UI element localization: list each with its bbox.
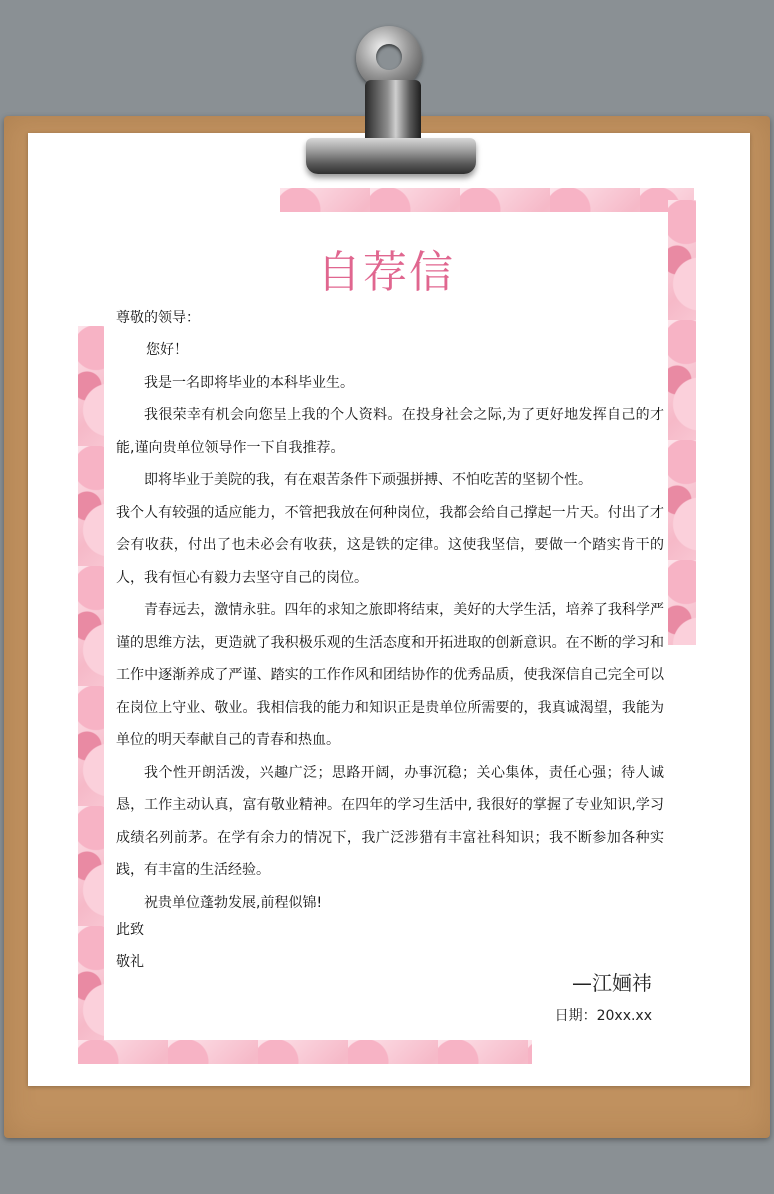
letter-title: 自荐信 xyxy=(317,247,455,298)
body-paragraph: 我个性开朗活泼，兴趣广泛；思路开阔，办事沉稳；关心集体，责任心强；待人诚恳，工作主动认真，富有敬业精神。在四年的学习生活中, 我很好的掌握了专业知识,学习成绩名列前茅。在学有余力的情况下，我广泛涉猎有丰富社科知识；我不断参加各种实践，有丰富的生活经验。 xyxy=(116,764,664,878)
floral-border-bottom xyxy=(78,1040,532,1064)
salutation: 尊敬的领导： xyxy=(116,310,200,326)
wishes-paragraph: 祝贵单位蓬勃发展,前程似锦! xyxy=(144,894,323,911)
signature: —江婳祎 xyxy=(572,971,652,995)
body-paragraph: 我是一名即将毕业的本科毕业生。 xyxy=(144,374,354,391)
letter-date: 日期：20xx.xx xyxy=(554,1008,652,1024)
letter-body xyxy=(116,334,664,919)
closing-line-2: 敬礼 xyxy=(116,954,144,970)
floral-border-top xyxy=(280,188,694,214)
greeting-paragraph: 您好！ xyxy=(146,342,188,358)
floral-border-right xyxy=(668,200,696,645)
body-paragraph: 我很荣幸有机会向您呈上我的个人资料。在投身社会之际,为了更好地发挥自己的才能,谨向贵单位领导作一下自我推荐。 xyxy=(116,407,664,456)
binder-clip-icon xyxy=(306,138,476,174)
letter-content xyxy=(104,212,668,1040)
body-paragraph: 即将毕业于美院的我，有在艰苦条件下顽强拼搏、不怕吃苦的坚韧个性。 xyxy=(144,472,592,488)
floral-border-left xyxy=(78,326,104,1062)
body-paragraph: 青春远去，激情永驻。四年的求知之旅即将结束，美好的大学生活，培养了我科学严谨的思维方法，更造就了我积极乐观的生活态度和开拓进取的创新意识。在不断的学习和工作中逐渐养成了严谨、踏实的工作作风和团结协作的优秀品质，使我深信自己完全可以在岗位上守业、敬业。我相信我的能力和知识正是贵单位所需要的，我真诚渴望，我能为单位的明天奉献自己的青春和热血。 xyxy=(116,602,664,748)
closing-line-1: 此致 xyxy=(116,922,144,938)
body-paragraph: 我个人有较强的适应能力，不管把我放在何种岗位，我都会给自己撑起一片天。付出了才会有收获，付出了也未必会有收获，这是铁的定律。这使我坚信，要做一个踏实肯干的人，我有恒心有毅力去坚守自己的岗位。 xyxy=(116,504,664,586)
